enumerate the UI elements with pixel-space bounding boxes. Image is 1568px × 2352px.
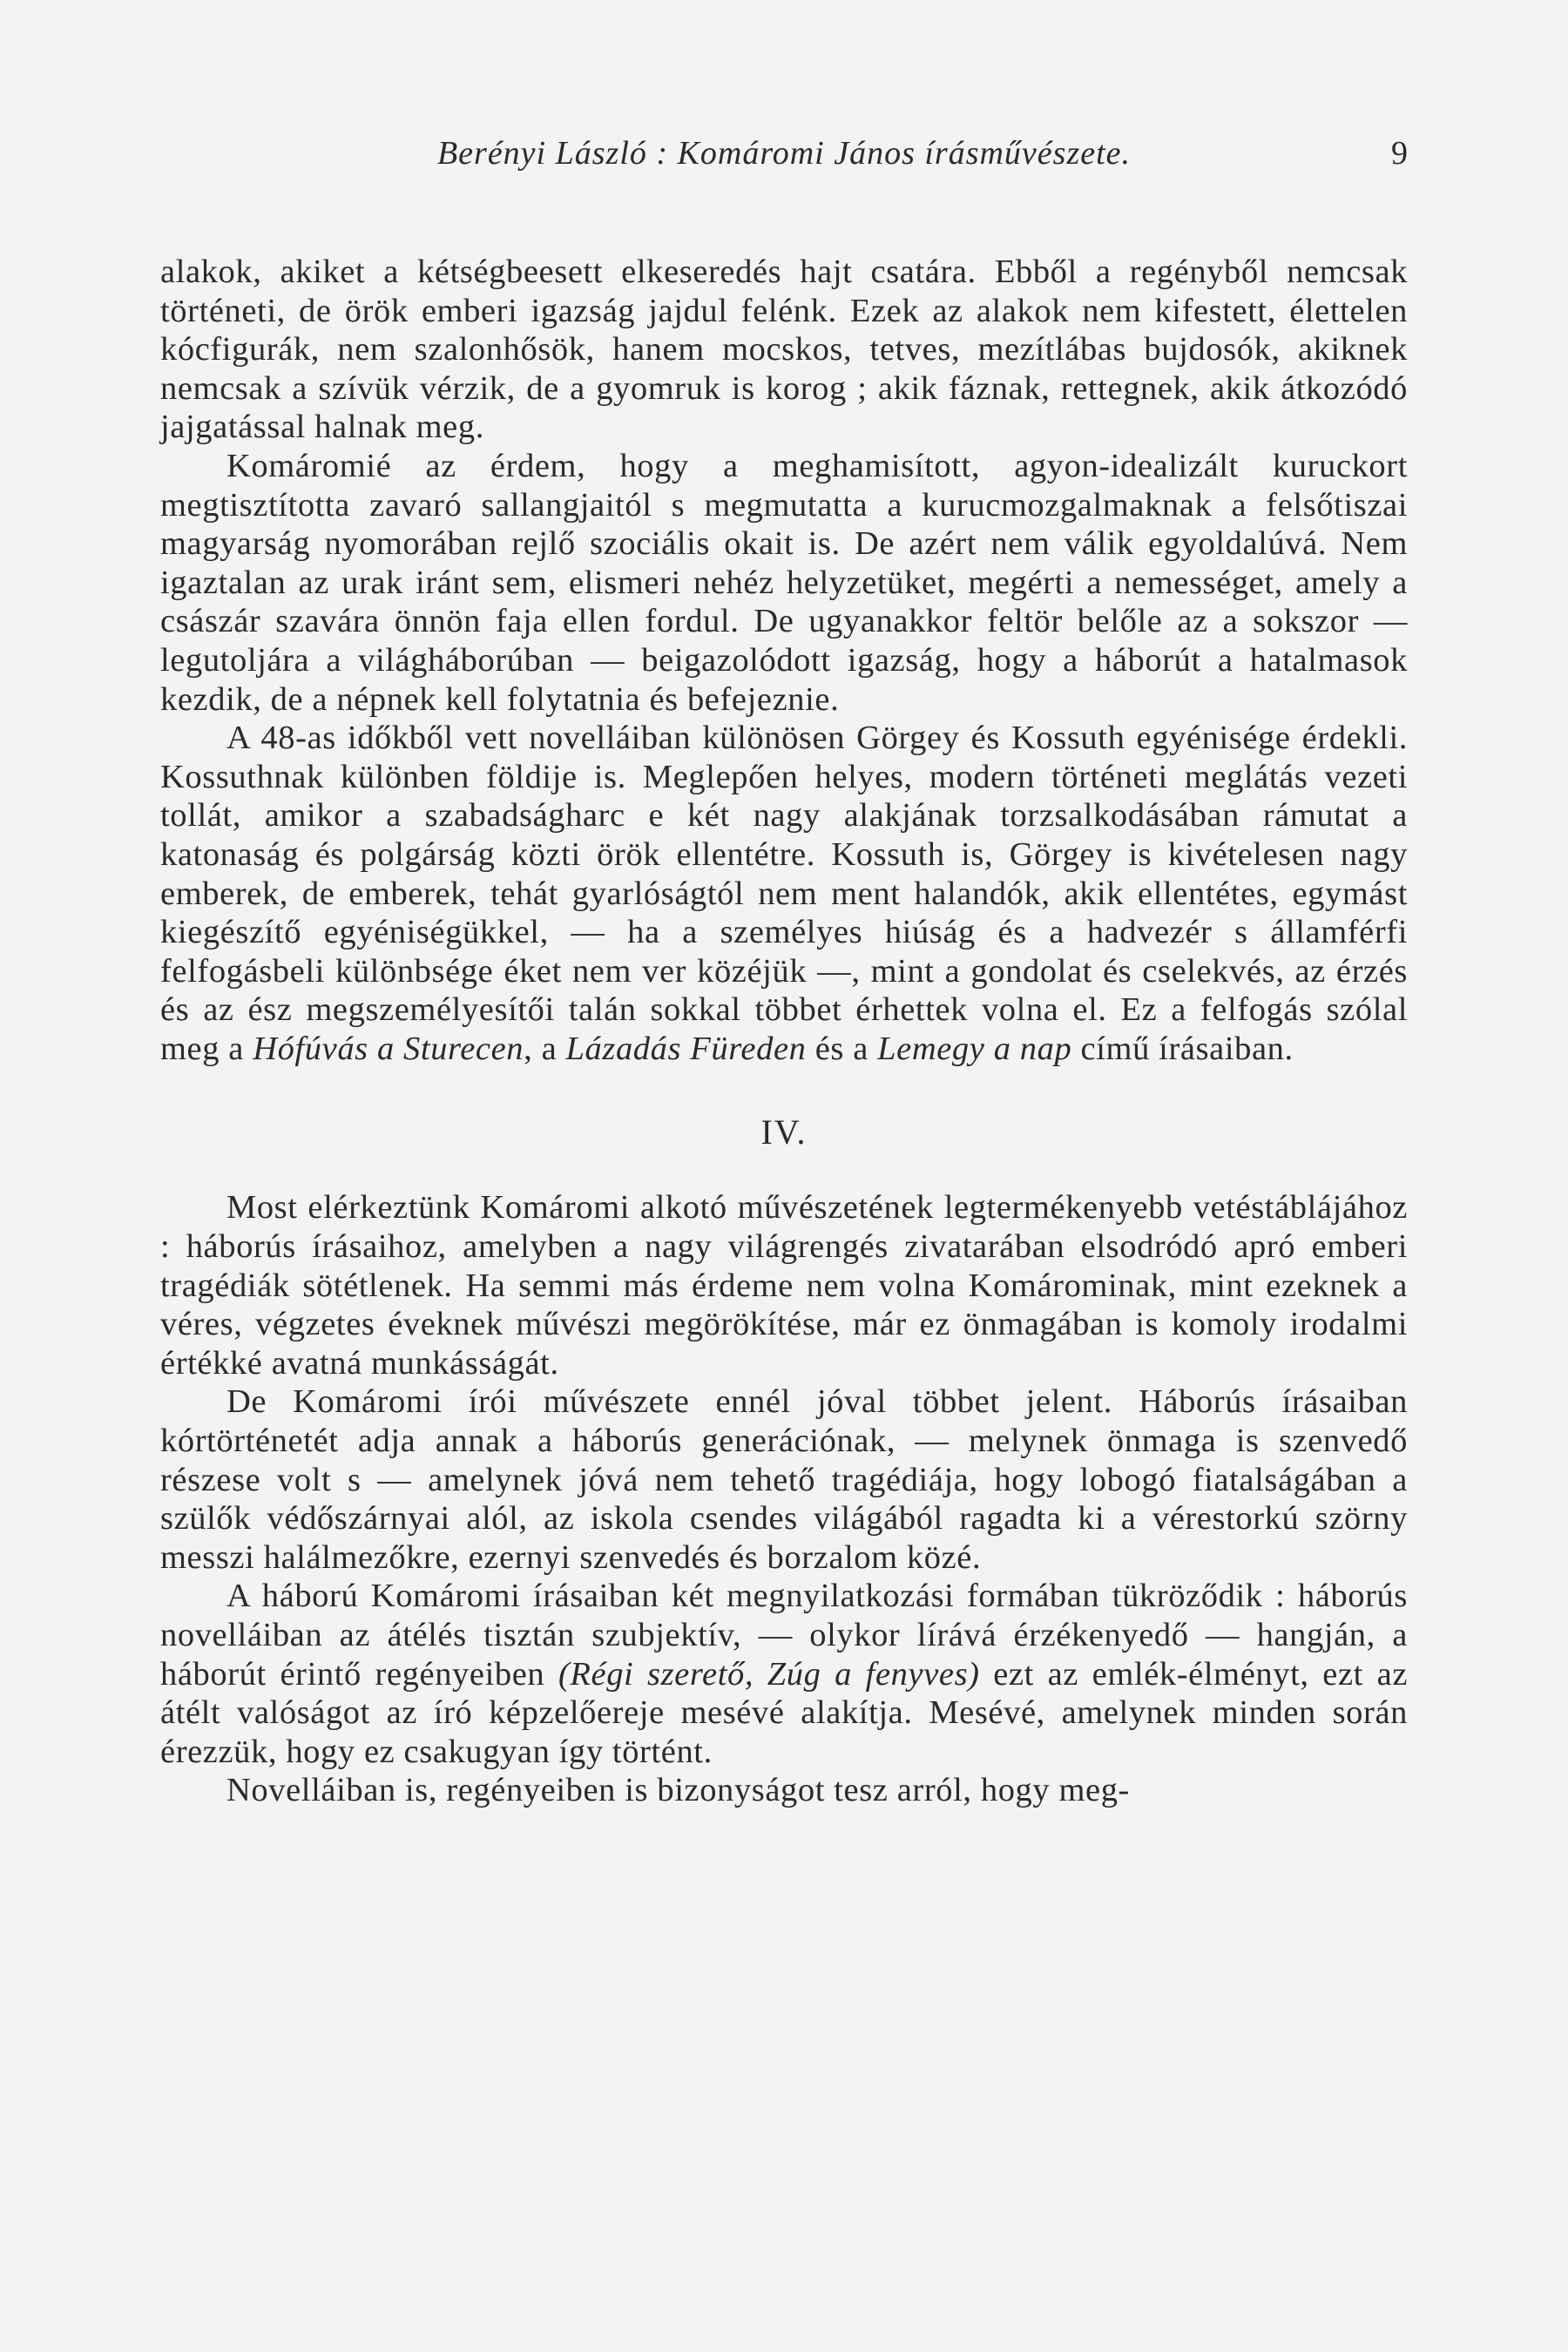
paragraph-text: A 48-as időkből vett novelláiban különösen Görgey és Kossuth egyénisége érdekli. Kossuthnak különben földije is. Meglepően helyes, modern történeti meglátás vezeti tollát, amikor a szabadságharc e két nagy alakjának torzsalkodásában rámutat a katonaság és polgárság közti örök ellentétre. Kossuth is, Görgey is kivételesen nagy emberek, de emberek, tehát gyarlóságtól nem ment halandók, akik ellentétes, egymást kiegészítő egyéniségükkel, — ha a személyes hiúság és a hadvezér s államférfi felfogásbeli különbsége éket nem ver közéjük —, mint a gondolat és cselekvés, az érzés és az ész megszemélyesítői talán sokkal többet érhettek volna el. Ez a felfogás szólal meg a <box>160 720 1408 1067</box>
paragraph <box>160 719 1408 1068</box>
running-head <box>160 129 1408 178</box>
section-heading: IV. <box>760 1112 808 1152</box>
paragraph-text: Novelláiban is, regényeiben is bizonyságot tesz arról, hogy meg- <box>226 1772 1130 1809</box>
paragraph-text: című írásaiban. <box>1071 1030 1294 1067</box>
work-title-ref: (Régi szerető, Zúg a fenyves) <box>558 1655 980 1693</box>
paragraph <box>160 447 1408 719</box>
paragraph-text: alakok, akiket a kétségbeesett elkeseredés hajt csatára. Ebből a regényből nemcsak történeti, de örök emberi igazság jajdul felénk. Ezek az alakok nem kifestett, élettelen kócfigurák, nem szalonhősök, hanem mocskos, tetves, mezítlábas bujdosók, akiknek nemcsak a szívük vérzik, de a gyomruk is korog ; akik fáznak, rettegnek, akik átkozódó jajgatással halnak meg. <box>160 253 1408 446</box>
paragraph-text: De Komáromi írói művészete ennél jóval többet jelent. Háborús írásaiban kórtörténetét adja annak a háborús generációnak, — melynek önmaga is szenvedő részese volt s — amelynek jóvá nem tehető tragédiája, hogy lobogó fiatalságában a szülők védőszárnyai alól, az iskola csendes világából ragadta ki a vérestorkú szörny messzi halálmezőkre, ezernyi szenvedés és borzalom közé. <box>160 1383 1408 1576</box>
work-title-ref: Hófúvás a Sturecen <box>253 1030 524 1067</box>
paragraph-text: és a <box>806 1030 878 1067</box>
page-number: 9 <box>1391 135 1408 172</box>
paragraph-text: , a <box>524 1030 566 1067</box>
work-title-ref: Lázadás Füreden <box>565 1030 807 1067</box>
running-title: Berényi László : Komáromi János írásművészete. <box>436 135 1132 172</box>
paragraph <box>160 1188 1408 1382</box>
paragraph <box>160 1771 1408 1810</box>
paragraph-text: Most elérkeztünk Komáromi alkotó művészetének legtermékenyebb vetéstáblájához : háborús írásaihoz, amelyben a nagy világrengés zivatarában elsodródó apró emberi tragédiák sötétlenek. Ha semmi más érdeme nem volna Komárominak, mint ezeknek a véres, végzetes éveknek művészi megörökítése, már ez önmagában is komoly irodalmi értékké avatná munkásságát. <box>160 1189 1408 1382</box>
paragraph <box>160 1382 1408 1577</box>
paragraph-text: Komáromié az érdem, hogy a meghamisított, agyon-idealizált kuruckort megtisztította zavaró sallangjaitól s megmutatta a kurucmozgalmaknak a felsőtiszai magyarság nyomorában rejlő szociális okait is. De azért nem válik egyoldalúvá. Nem igaztalan az urak iránt sem, elismeri nehéz helyzetüket, megérti a nemességet, amely a császár szavára önnön faja ellen fordul. De ugyanakkor feltör belőle az a sokszor — legutoljára a világháborúban — beigazolódott igazság, hogy a háborút a hatalmasok kezdik, de a népnek kell folytatnia és befejeznie. <box>160 447 1408 718</box>
paragraph-text: ezt az emlék-élményt, ezt az átélt valóságot az író képzelőereje mesévé alakítja. Mesévé, amelynek minden során érezzük, hogy ez csakugyan így történt. <box>160 1655 1409 1770</box>
body-text <box>160 253 1408 1810</box>
paragraph <box>160 1577 1408 1771</box>
paragraph <box>160 253 1408 447</box>
paragraph-text: A háború Komáromi írásaiban két megnyilatkozási formában tükröződik : háborús novelláiban az átélés tisztán szubjektív, — olykor lírává érzékenyedő — hangján, a háborút érintő regényeiben <box>160 1578 1408 1693</box>
work-title-ref: Lemegy a nap <box>877 1030 1072 1067</box>
